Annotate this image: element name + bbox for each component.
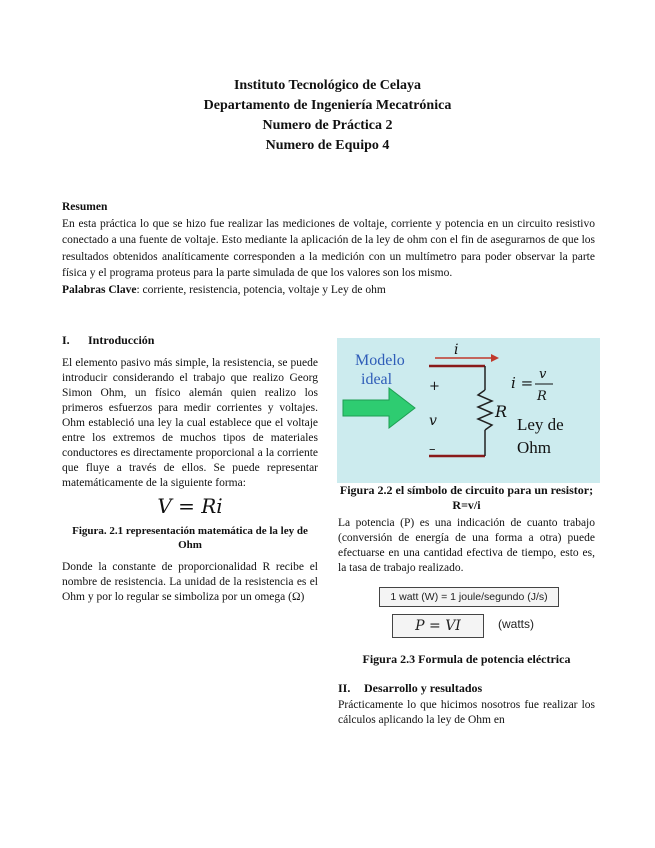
section-title-intro (62, 333, 318, 348)
section-title-text-intro: Introducción (88, 333, 155, 347)
model-label-line1: Modelo (355, 352, 405, 369)
power-paragraph: La potencia (P) es una indicación de cuanto trabajo (conversión de energía de una forma a otra) puede efectuarse en una cantidad efectiva de tiempo, esto es, la tasa de trabajo realizado. (338, 517, 595, 574)
model-label-line2: ideal (361, 371, 393, 388)
right-column (338, 338, 595, 728)
practice-number: Numero de Práctica 2 (262, 118, 393, 133)
circuit-diagram (337, 338, 600, 483)
keywords-text: : corriente, resistencia, potencia, voltaje y Ley de ohm (136, 283, 386, 296)
document-header (0, 76, 655, 156)
equation-numerator: v (539, 367, 547, 382)
ohm-law-formula: V = Ri (157, 494, 223, 518)
institution-name: Instituto Tecnológico de Celaya (233, 78, 422, 93)
current-label: i (454, 342, 459, 358)
section-number-intro: I. (62, 333, 70, 347)
power-formula-box: P = VI (392, 614, 484, 638)
figure-2-2-caption: Figura 2.2 el símbolo de circuito para un resistor; R=v/i (339, 483, 594, 512)
equation-lhs: i = (511, 374, 534, 392)
watt-definition-box: 1 watt (W) = 1 joule/segundo (J/s) (379, 587, 559, 607)
equation-denominator: R (537, 389, 547, 404)
abstract-body: En esta práctica lo que se hizo fue realizar las mediciones de voltaje, corriente y potencia en un circuito resistivo conectado a una fuente de voltaje. Esto mediante la aplicación de la ley de ohm con el fin de asegurarnos de que los resultados obtenidos analíticamente corresponden a la medición con un multímetro para poder observar la parte física y el programa proteus para la parte simulada de que los valores son los mismo. (62, 217, 595, 279)
ohm-law-figure (337, 338, 600, 483)
current-arrow-icon (491, 354, 499, 362)
model-arrow-icon (343, 388, 415, 428)
keywords-line (62, 282, 595, 299)
figure-2-1-caption: Figura. 2.1 representación matemática de la ley de Ohm (72, 525, 308, 551)
law-label-line2: Ohm (517, 438, 551, 457)
section-title-results (338, 681, 595, 696)
resistor-label: R (495, 402, 508, 421)
minus-sign: – (429, 442, 436, 457)
abstract-section (62, 199, 595, 298)
resistor-icon (478, 390, 492, 430)
section-number-results: II. (338, 681, 351, 695)
power-unit-label: (watts) (498, 617, 534, 631)
law-label-line1: Ley de (517, 415, 564, 434)
power-formula-figure (338, 584, 595, 646)
abstract-heading: Resumen (62, 201, 108, 213)
left-column (62, 333, 318, 605)
team-number: Numero de Equipo 4 (265, 138, 390, 153)
keywords-label: Palabras Clave (62, 283, 137, 296)
results-paragraph: Prácticamente lo que hicimos nosotros fue realizar los cálculos aplicando la ley de Ohm en (338, 699, 595, 726)
intro-paragraph: El elemento pasivo más simple, la resistencia, se puede introducir considerando el trabajo que realizo Georg Simon Ohm, un físico alemán quien realizo los primeros esfuerzos para medir corrientes y voltajes. Ohm estableció una ley la cual establece que el voltaje entre los extremos de muchos tipos de materiales conductores es directamente proporcional a la corriente que fluye a través de ellos. Se puede representar matemáticamente de la siguiente forma: (62, 357, 318, 489)
voltage-label: v (429, 413, 437, 429)
section-title-text-results: Desarrollo y resultados (364, 681, 483, 695)
department-name: Departamento de Ingeniería Mecatrónica (203, 98, 452, 113)
figure-2-3-caption: Figura 2.3 Formula de potencia eléctrica (362, 652, 571, 666)
resistance-paragraph: Donde la constante de proporcionalidad R recibe el nombre de resistencia. La unidad de la resistencia es el Ohm y por lo regular se simboliza por un omega (Ω) (62, 561, 318, 603)
plus-sign: + (429, 379, 440, 394)
